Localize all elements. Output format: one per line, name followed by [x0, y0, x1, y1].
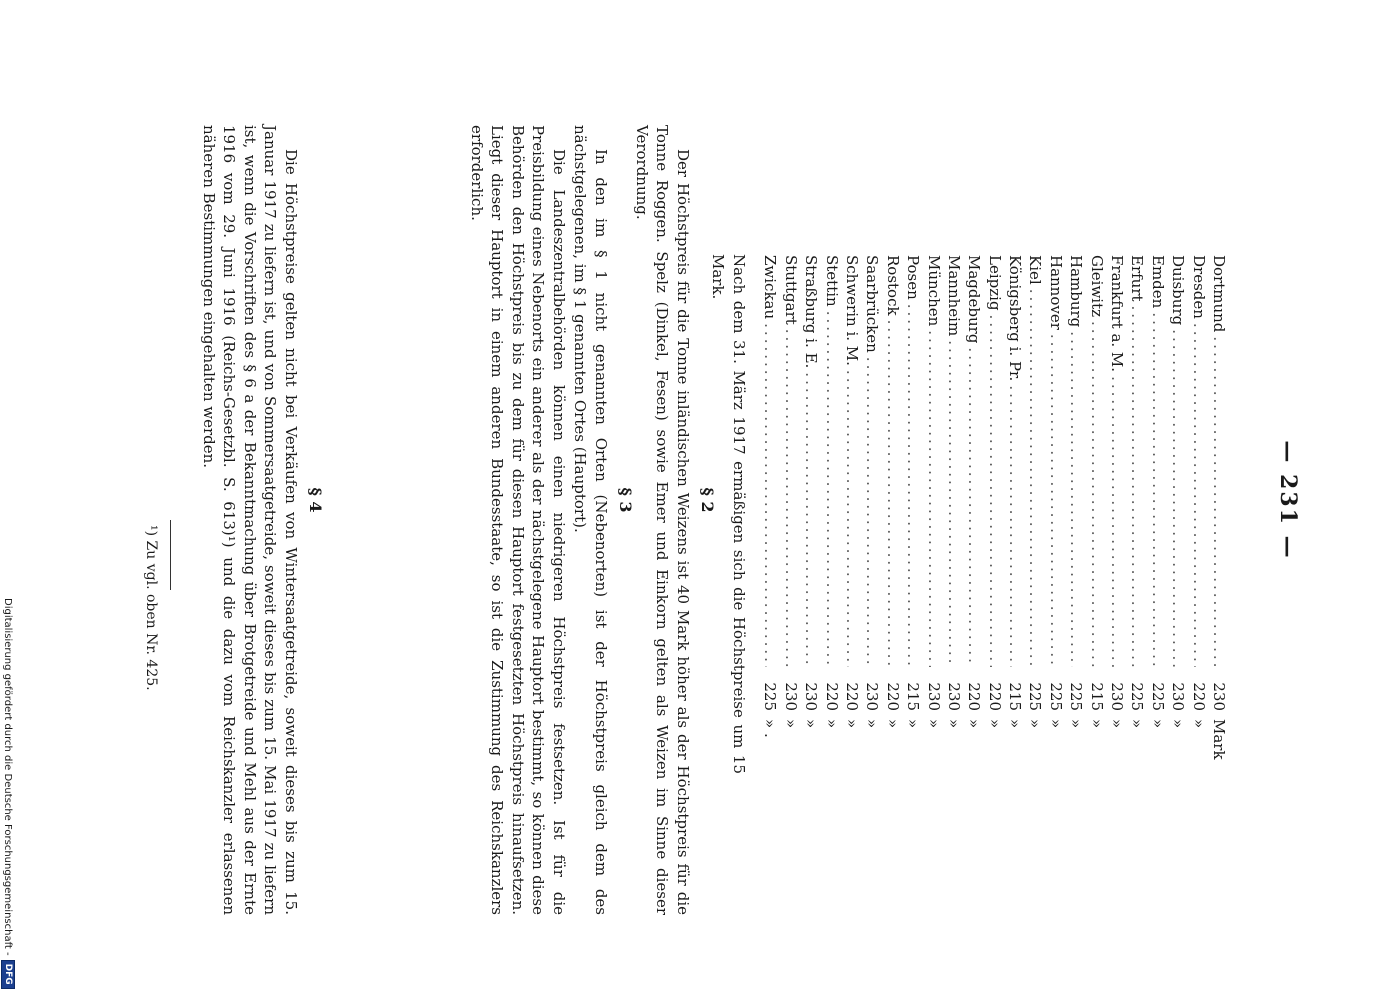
price-value: 225 [1148, 682, 1167, 711]
price-value: 225 [1067, 682, 1086, 711]
price-table [760, 255, 1229, 775]
table-row [1025, 255, 1045, 775]
price-unit: » [985, 719, 1004, 729]
price-unit: » [1148, 719, 1167, 729]
dot-leader [1127, 306, 1147, 667]
price-value: 230 [863, 682, 882, 711]
table-row [801, 255, 821, 775]
city-name: Stettin [822, 255, 841, 307]
table-row [984, 255, 1004, 775]
city-name: Gleiwitz [1087, 255, 1106, 318]
price-unit: » [883, 719, 902, 729]
page-number: — 231 — [1275, 440, 1301, 560]
dot-leader [1066, 331, 1086, 667]
dot-leader [903, 304, 923, 667]
table-row [1188, 255, 1208, 775]
city-name: Stuttgart [781, 255, 800, 325]
section-2-heading: § 2 [698, 487, 717, 513]
price-value: 225 [1026, 682, 1045, 711]
price-value: 215 [1087, 682, 1106, 711]
city-name: Hannover [1046, 255, 1065, 330]
table-row [1147, 255, 1167, 775]
price-value: 220 [842, 682, 861, 711]
dot-leader [760, 323, 780, 667]
price-value: 225 [761, 682, 780, 711]
city-name: Duisburg [1169, 255, 1188, 326]
city-name: Mannheim [944, 255, 963, 337]
section-3-para-1: In den im § 1 nicht genannten Orten (Nebenorten) ist der Höchstpreis gleich dem des nächstgelegenen, im § 1 genannten Ortes (Hauptort). [571, 125, 610, 915]
table-row [1045, 255, 1065, 775]
price-unit: » . [761, 719, 780, 738]
table-row [944, 255, 964, 775]
price-unit: » [802, 719, 821, 729]
table-row [780, 255, 800, 775]
dot-leader [1086, 321, 1106, 667]
price-unit: » [842, 719, 861, 729]
dot-leader [984, 315, 1004, 667]
dot-leader [1025, 289, 1045, 667]
price-unit: » [1026, 719, 1045, 729]
price-unit: » [1169, 719, 1188, 729]
digitization-credit [1, 598, 15, 989]
dot-leader [1147, 312, 1167, 667]
price-unit: » [781, 719, 800, 729]
section-4-heading: § 4 [306, 487, 325, 513]
price-value: 220 [985, 682, 1004, 711]
city-name: Leipzig [985, 255, 1004, 311]
price-value: 230 [944, 682, 963, 711]
dot-leader [1005, 385, 1025, 667]
dot-leader [801, 372, 821, 667]
city-name: Straßburg i. E. [802, 255, 821, 369]
dot-leader [821, 311, 841, 667]
city-name: Frankfurt a. M. [1108, 255, 1127, 373]
dot-leader [1107, 376, 1127, 667]
table-row [760, 255, 780, 775]
price-unit: Mark [1210, 719, 1228, 760]
table-row [903, 255, 923, 775]
price-value: 220 [965, 682, 984, 711]
price-value: 230 [781, 682, 800, 711]
price-value: 220 [1189, 682, 1208, 711]
table-row [842, 255, 862, 775]
price-unit: » [904, 719, 923, 729]
footnote-rule [170, 520, 171, 590]
price-unit: » [1128, 719, 1147, 729]
price-unit: » [944, 719, 963, 729]
price-unit: » [1046, 719, 1065, 729]
credit-text: Digitalisierung gefördert durch die Deutsche Forschungsgemeinschaft - [2, 598, 14, 956]
table-row [964, 255, 984, 775]
city-name: Zwickau [761, 255, 780, 320]
price-unit: » [1067, 719, 1086, 729]
dot-leader [1045, 334, 1065, 667]
price-unit: » [924, 719, 943, 729]
price-reduction-note: Nach dem 31. März 1917 ermäßigen sich die Höchstpreise um 15 Mark. [709, 254, 748, 774]
price-unit: » [863, 719, 882, 729]
table-row [821, 255, 841, 775]
section-3-para-2: Die Landeszentralbehörden können einen niedrigeren Höchstpreis festsetzen. Ist für die Preisbildung eines Nebenorts ein anderer als der nächstgelegene Hauptort bestimmt, so können diese Behörden den Höchstpreis bis zu dem für diesen Hauptort festgesetzten Höchstpreis hinaufsetzen. Liegt dieser Hauptort in einem anderen Bundesstaate, so ist die Zustimmung des Reichskanzlers erforderlich. [468, 125, 568, 915]
price-value: 225 [1046, 682, 1065, 711]
price-unit: » [965, 719, 984, 729]
dot-leader [1168, 329, 1188, 667]
dot-leader [882, 320, 902, 667]
price-value: 230 [1210, 682, 1228, 711]
section-4-text: Die Höchstpreise gelten nicht bei Verkäufen von Wintersaatgetreide, soweit dieses bis zum 15. Januar 1917 zu liefern ist, und von Sommersaatgetreide, soweit dieses bis zum 15. Mai 1917 zu liefern ist, wenn die Vorschriften des § 6 a der Bekanntmachung über Brotgetreide und Mehl aus der Ernte 1916 vom 29. Juni 1916 (Reichs-Gesetzbl. S. 613)¹) und die dazu vom Reichskanzler erlassenen näheren Bestimmungen eingehalten werden. [200, 125, 300, 915]
city-name: Königsberg i. Pr. [1006, 255, 1025, 382]
section-2-text: Der Höchstpreis für die Tonne inländischen Weizens ist 40 Mark höher als der Höchstpreis für die Tonne Roggen. Spelz (Dinkel, Fesen) sowie Emer und Einkorn gelten als Weizen im Sinne dieser Verordnung. [633, 125, 692, 915]
city-name: Posen [904, 255, 923, 300]
city-name: Dortmund [1210, 255, 1228, 333]
dot-leader [944, 340, 964, 667]
table-row [1127, 255, 1147, 775]
price-value: 230 [924, 682, 943, 711]
table-row [1086, 255, 1106, 775]
dot-leader [923, 330, 943, 667]
price-value: 220 [883, 682, 902, 711]
table-row [923, 255, 943, 775]
city-name: Dresden [1189, 255, 1208, 319]
table-row [862, 255, 882, 775]
table-row [1209, 255, 1229, 775]
city-name: Erfurt [1128, 255, 1147, 302]
city-name: Rostock [883, 255, 902, 316]
price-unit: » [822, 719, 841, 729]
table-row [1005, 255, 1025, 775]
city-name: Hamburg [1067, 255, 1086, 328]
price-value: 215 [1006, 682, 1025, 711]
city-name: Magdeburg [965, 255, 984, 344]
price-value: 230 [1169, 682, 1188, 711]
city-name: München [924, 255, 943, 327]
price-unit: » [1189, 719, 1208, 729]
price-value: 215 [904, 682, 923, 711]
section-3-heading: § 3 [616, 487, 635, 513]
price-unit: » [1087, 719, 1106, 729]
city-name: Emden [1148, 255, 1167, 309]
dot-leader [842, 370, 862, 667]
footnote: ¹) Zu vgl. oben Nr. 425. [143, 525, 159, 691]
dfg-logo: DFG [1, 960, 15, 989]
price-value: 230 [802, 682, 821, 711]
table-row [1107, 255, 1127, 775]
dot-leader [1188, 323, 1208, 667]
city-name: Saarbrücken [863, 255, 882, 353]
dot-leader [780, 329, 800, 667]
dot-leader [862, 357, 882, 667]
table-row [1066, 255, 1086, 775]
table-row [882, 255, 902, 775]
city-name: Schwerin i. M. [842, 255, 861, 366]
price-unit: » [1006, 719, 1025, 729]
price-unit: » [1108, 719, 1127, 729]
city-name: Kiel [1026, 255, 1045, 285]
dot-leader [1209, 336, 1229, 667]
dot-leader [964, 347, 984, 667]
price-value: 230 [1108, 682, 1127, 711]
price-value: 220 [822, 682, 841, 711]
table-row [1168, 255, 1188, 775]
price-value: 225 [1128, 682, 1147, 711]
